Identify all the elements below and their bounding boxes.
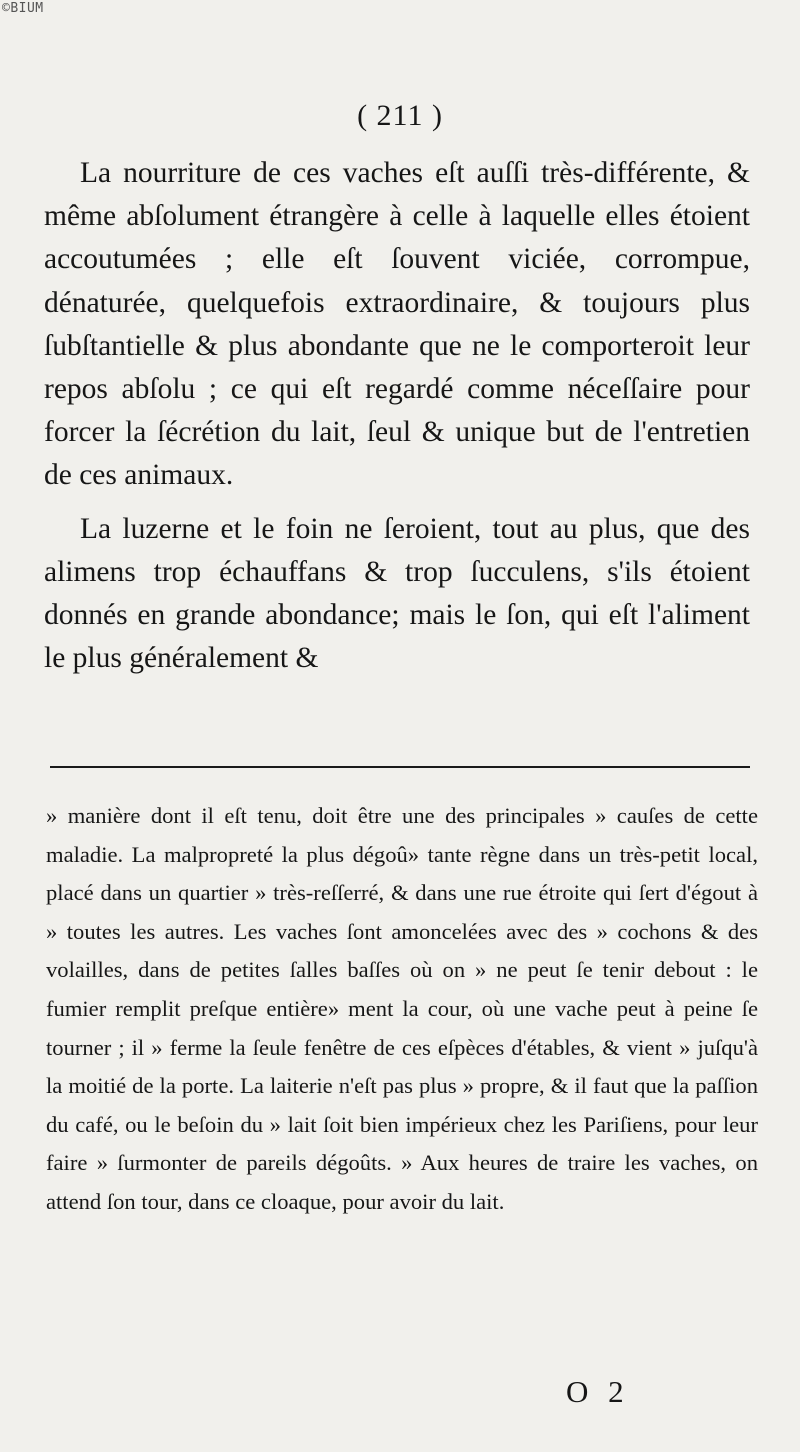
library-watermark: ©BIUM (2, 1, 44, 16)
page-number: ( 211 ) (357, 99, 443, 132)
main-text (44, 152, 750, 680)
footnote-rule (50, 766, 750, 768)
main-paragraph-1: La nourriture de ces vaches eſt auſſi très-différente, & même abſolument étrangère à celle à laquelle elles étoient accoutumées ; elle eſt ſouvent viciée, corrompue, dénaturée, quelquefois extraordinaire, & toujours plus ſubſtantielle & plus abondante que ne le comporteroit leur repos abſolu ; ce qui eſt regardé comme néceſſaire pour forcer la ſécrétion du lait, ſeul & unique but de l'entretien de ces animaux. (44, 157, 750, 492)
footnote-paragraph: » manière dont il eſt tenu, doit être une des principales » cauſes de cette maladie. La malpropreté la plus dégoû» tante règne dans un très-petit local, placé dans un quartier » très-reſſerré, & dans une rue étroite qui ſert d'égout à » toutes les autres. Les vaches ſont amoncelées avec des » cochons & des volailles, dans de petites ſalles baſſes où on » ne peut ſe tenir debout : le fumier remplit preſque entière» ment la cour, où une vache peut à peine ſe tourner ; il » ferme la ſeule fenêtre de ces eſpèces d'étables, & vient » juſqu'à la moitié de la porte. La laiterie n'eſt pas plus » propre, & il faut que la paſſion du café, ou le beſoin du » lait ſoit bien impérieux chez les Pariſiens, pour leur faire » ſurmonter de pareils dégoûts. » Aux heures de traire les vaches, on attend ſon tour, dans ce cloaque, pour avoir du lait. (46, 803, 758, 1214)
footnote (46, 797, 758, 1222)
signature-mark: O 2 (566, 1374, 630, 1409)
main-paragraph-2: La luzerne et le foin ne ſeroient, tout au plus, que des alimens trop échauffans & trop ſucculens, s'ils étoient donnés en grande abondance; mais le ſon, qui eſt l'aliment le plus généralement & (44, 512, 750, 675)
